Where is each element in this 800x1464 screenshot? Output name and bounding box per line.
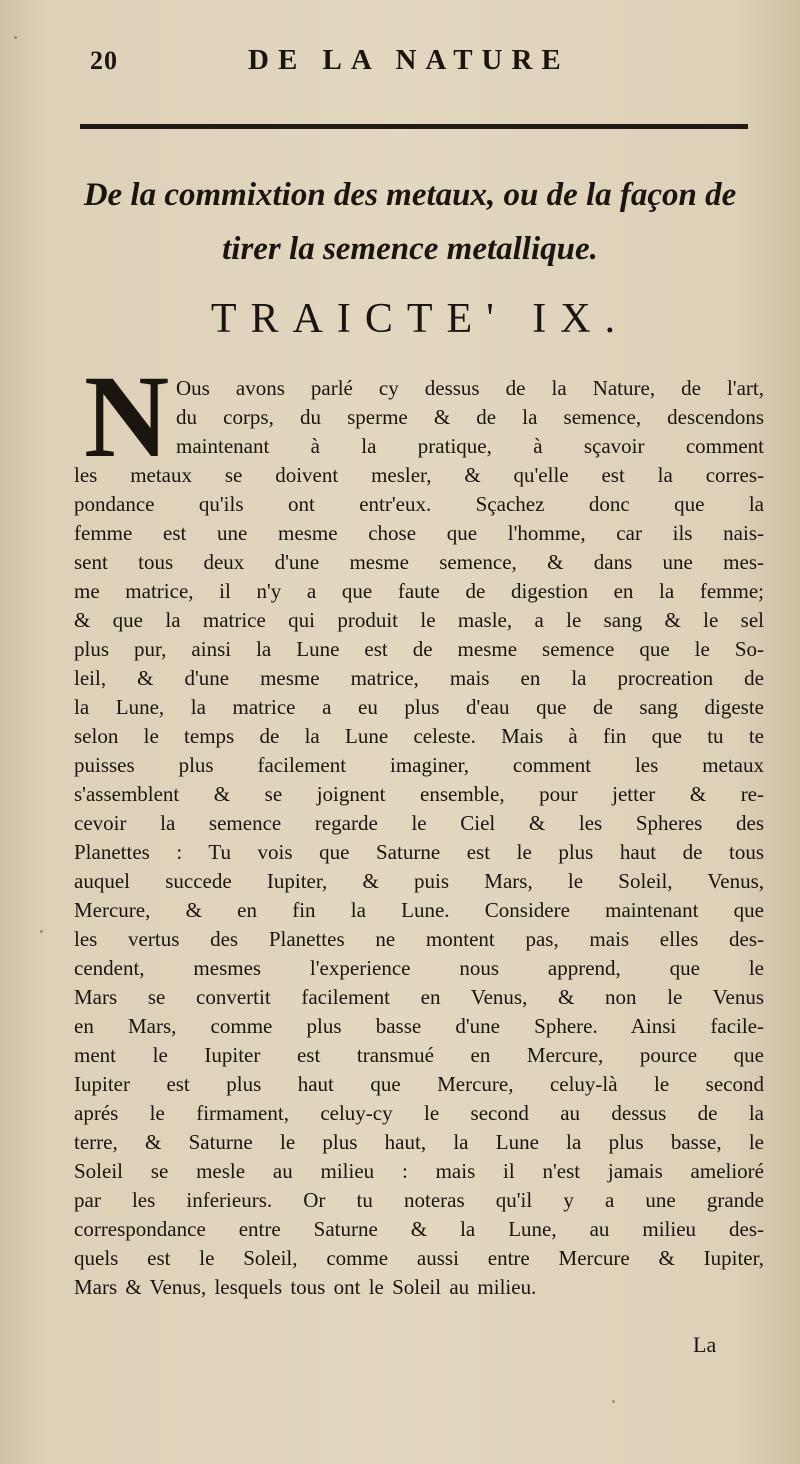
paper-speck — [14, 36, 17, 39]
header-rule — [80, 124, 748, 129]
title-line-1: De la commixtion des metaux, ou de la façon de — [83, 177, 737, 213]
text-line: leil, & d'une mesme matrice, mais en la procreation de — [74, 666, 764, 690]
text-line: Iupiter est plus haut que Mercure, celuy-là le second — [74, 1072, 764, 1096]
text-line: correspondance entre Saturne & la Lune, au milieu des- — [74, 1217, 764, 1241]
text-line: aprés le firmament, celuy-cy le second au dessus de la — [74, 1101, 764, 1125]
text-line: puisses plus facilement imaginer, comment les metaux — [74, 753, 764, 777]
text-line: du corps, du sperme & de la semence, descendons — [176, 405, 764, 429]
text-line: Mars se convertit facilement en Venus, & non le Venus — [74, 985, 764, 1009]
text-line: sent tous deux d'une mesme semence, & dans une mes- — [74, 550, 764, 574]
text-line: Planettes : Tu vois que Saturne est le plus haut de tous — [74, 840, 764, 864]
text-line: la Lune, la matrice a eu plus d'eau que de sang digeste — [74, 695, 764, 719]
text-line: plus pur, ainsi la Lune est de mesme semence que le So- — [74, 637, 764, 661]
paper-speck — [612, 1400, 615, 1403]
text-line: Mars & Venus, lesquels tous ont le Soleil au milieu. — [74, 1275, 537, 1299]
running-head: DE LA NATURE — [248, 44, 570, 76]
text-line: les vertus des Planettes ne montent pas, mais elles des- — [74, 927, 764, 951]
text-line: auquel succede Iupiter, & puis Mars, le Soleil, Venus, — [74, 869, 764, 893]
chapter-heading: TRAICTE' IX. — [210, 296, 630, 342]
text-line: les metaux se doivent mesler, & qu'elle est la corres- — [74, 463, 764, 487]
text-line: Mercure, & en fin la Lune. Considere maintenant que — [74, 898, 764, 922]
text-line: s'assemblent & se joignent ensemble, pour jetter & re- — [74, 782, 764, 806]
section-title — [60, 168, 760, 276]
text-line: quels est le Soleil, comme aussi entre Mercure & Iupiter, — [74, 1246, 764, 1270]
text-line: terre, & Saturne le plus haut, la Lune la plus basse, le — [74, 1130, 764, 1154]
catchword: La — [693, 1332, 717, 1357]
text-line: en Mars, comme plus basse d'une Sphere. Ainsi facile- — [74, 1014, 764, 1038]
text-line: Soleil se mesle au milieu : mais il n'est jamais amelioré — [74, 1159, 764, 1183]
text-line: me matrice, il n'y a que faute de digestion en la femme; — [74, 579, 764, 603]
text-line: pondance qu'ils ont entr'eux. Sçachez donc que la — [74, 492, 764, 516]
paper-speck — [40, 930, 43, 933]
text-line: par les inferieurs. Or tu noteras qu'il y a une grande — [74, 1188, 764, 1212]
text-line: femme est une mesme chose que l'homme, car ils nais- — [74, 521, 764, 545]
title-line-2: tirer la semence metallique. — [222, 231, 598, 267]
text-line: selon le temps de la Lune celeste. Mais à fin que tu te — [74, 724, 764, 748]
text-line: cendent, mesmes l'experience nous apprend, que le — [74, 956, 764, 980]
text-line: Ous avons parlé cy dessus de la Nature, de l'art, — [176, 376, 764, 400]
text-line: maintenant à la pratique, à sçavoir comment — [176, 434, 764, 458]
drop-cap: N — [84, 351, 170, 482]
page-number: 20 — [90, 46, 118, 75]
page-header — [82, 40, 682, 84]
text-line: ment le Iupiter est transmué en Mercure, pource que — [74, 1043, 764, 1067]
text-line: & que la matrice qui produit le masle, a le sang & le sel — [74, 608, 764, 632]
text-line: cevoir la semence regarde le Ciel & les Spheres des — [74, 811, 764, 835]
